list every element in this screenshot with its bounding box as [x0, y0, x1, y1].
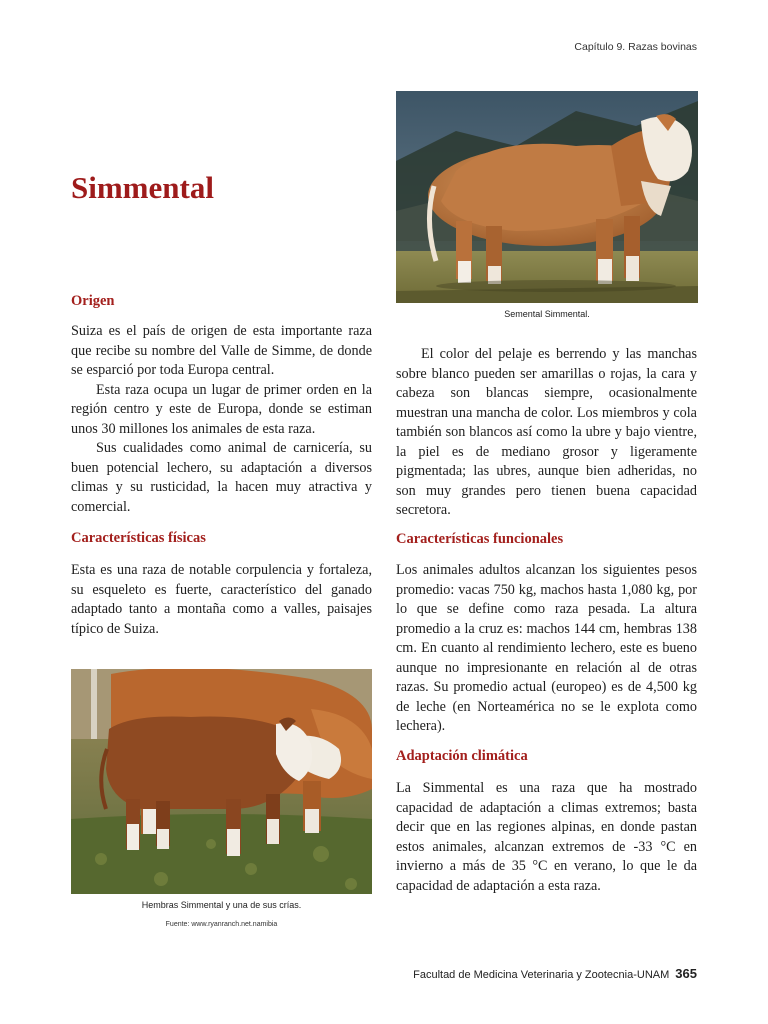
bull-illustration	[396, 91, 698, 303]
heading-caracteristicas-fisicas: Características físicas	[71, 530, 206, 546]
climatica-paragraph-1: La Simmental es una raza que ha mostrado capacidad de adaptación a climas extremos; basta decir que en las regiones alpinas, en donde pastan estos animales, alcanzan extremos de -33 °C en invierno a más de 35 °C en verano, lo que le da capacidad de adaptación a esta raza.	[396, 780, 697, 894]
origen-paragraph-1: Suiza es el país de origen de esta importante raza que recibe su nombre del Valle de Simme, de donde se esparció por toda Europa central.	[71, 323, 372, 378]
cows-photo	[71, 669, 372, 894]
running-head: Capítulo 9. Razas bovinas	[574, 41, 697, 53]
page-title: Simmental	[71, 170, 214, 205]
page-number: 365	[675, 966, 697, 981]
funcionales-text	[396, 561, 697, 737]
origen-text	[71, 322, 372, 517]
fisicas-paragraph-1: Esta es una raza de notable corpulencia y fortaleza, su esqueleto es fuerte, característico del ganado adaptado tanto a montaña como a valles, paisajes típico de Suiza.	[71, 562, 372, 637]
color-text	[396, 345, 697, 521]
origen-paragraph-2: Esta raza ocupa un lugar de primer orden en la región centro y este de Europa, donde se estiman unos 30 millones los animales de esta raza.	[71, 381, 372, 437]
page-footer	[413, 966, 697, 981]
cows-illustration	[71, 669, 372, 894]
heading-caracteristicas-funcionales: Características funcionales	[396, 531, 564, 547]
color-paragraph-1: El color del pelaje es berrendo y las manchas sobre blanco pueden ser amarillas o rojas, la cara y cabeza son blancas siempre, ocasionalmente muestran una mancha de color. Los miembros y cola también son blancos así como la ubre y bajo vientre, la piel es de mediano grosor y ligeramente pigmentada; las ubres, aunque bien adheridas, no son muy grandes pero tienen buena capacidad secretora.	[396, 346, 697, 518]
climatica-text	[396, 779, 697, 896]
fisicas-text	[71, 561, 372, 639]
footer-institution: Facultad de Medicina Veterinaria y Zootecnia-UNAM	[413, 969, 670, 981]
funcionales-paragraph-1: Los animales adultos alcanzan los siguientes pesos promedio: vacas 750 kg, machos hasta 1,080 kg, por lo que se define como raza pesada. La altura promedio a la cruz es: machos 144 cm, hembras 138 cm. En cuanto al rendimiento lechero, este es bueno aunque no impresionante en relación al de otras razas. Su promedio actual (europeo) es de 4,500 kg de leche (en Norteamérica no se le explota como lechera).	[396, 562, 697, 734]
origen-paragraph-3: Sus cualidades como animal de carnicería, su buen potencial lechero, su adaptación a diversos climas y su rusticidad, la hacen muy atractiva y comercial.	[71, 440, 372, 515]
bull-photo-caption: Semental Simmental.	[504, 309, 590, 319]
heading-origen: Origen	[71, 293, 115, 309]
heading-adaptacion-climatica: Adaptación climática	[396, 748, 528, 764]
cows-photo-caption: Hembras Simmental y una de sus crías.	[141, 900, 302, 910]
bull-photo	[396, 91, 698, 303]
cows-photo-source: Fuente: www.ryanranch.net.namibia	[165, 921, 278, 928]
